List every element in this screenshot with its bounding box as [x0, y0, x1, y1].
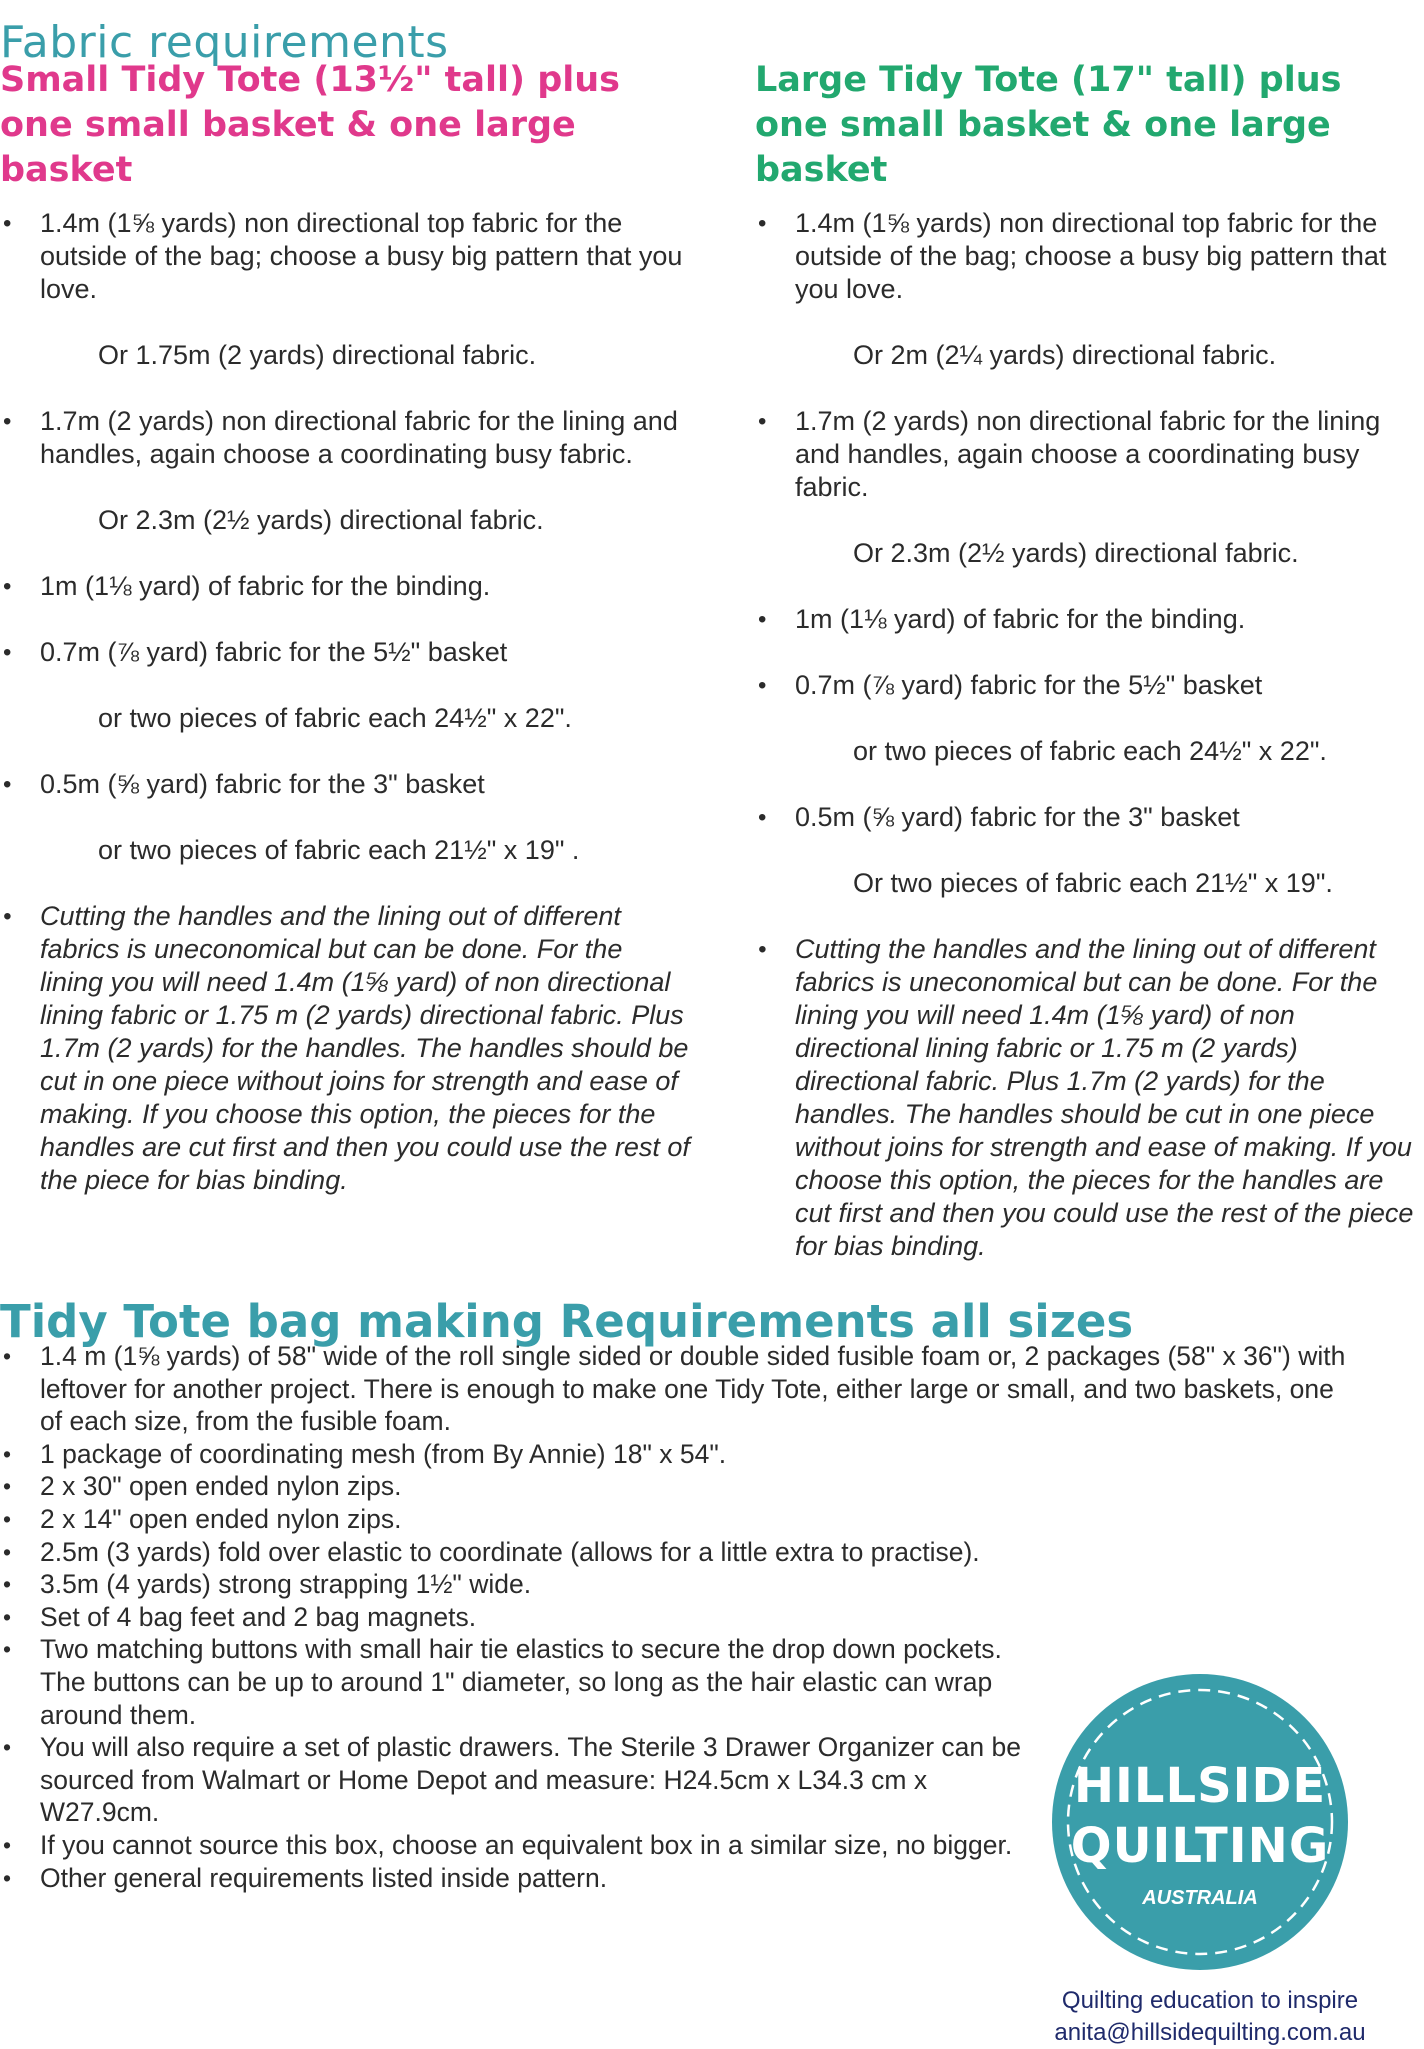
- list-item: • 1.7m (2 yards) non directional fabric for the lining and handles, again choose a coordinating busy fabric.: [755, 405, 1424, 504]
- list-item: • 0.5m (⅝ yard) fabric for the 3" basket: [0, 768, 690, 801]
- list-item: Or 1.75m (2 yards) directional fabric.: [98, 340, 537, 370]
- list-item: • 1m (1⅛ yard) of fabric for the binding.: [0, 570, 690, 603]
- logo-line-3: AUSTRALIA: [1142, 1887, 1258, 1909]
- list-item: • 1m (1⅛ yard) of fabric for the binding.: [755, 603, 1424, 636]
- hillside-quilting-logo: [1050, 1672, 1350, 1972]
- list-item: • Set of 4 bag feet and 2 bag magnets.: [0, 1601, 1360, 1634]
- list-item: Or two pieces of fabric each 21½" x 19".: [853, 868, 1333, 898]
- page-heading: Fabric requirements: [0, 17, 449, 69]
- list-item: • Two matching buttons with small hair tie elastics to secure the drop down pockets. The buttons can be up to around 1" diameter, so long as the hair elastic can wrap around them.: [0, 1633, 1040, 1731]
- small-tote-column: [0, 58, 690, 1197]
- small-tote-list: [0, 207, 690, 1197]
- footer: [1000, 1985, 1420, 2049]
- list-item: • 1.4 m (1⅝ yards) of 58" wide of the roll single sided or double sided fusible foam or, 2 packages (58" x 36") with leftover for another project. There is enough to make one Tidy Tote, either large or small, and two baskets, one of each size, from the fusible foam.: [0, 1340, 1360, 1438]
- list-item: or two pieces of fabric each 24½" x 22".: [853, 736, 1327, 766]
- list-item: • Other general requirements listed inside pattern.: [0, 1862, 1360, 1895]
- list-item: • 0.7m (⅞ yard) fabric for the 5½" basket: [0, 636, 690, 669]
- logo-line-2: QUILTING: [1070, 1818, 1330, 1874]
- list-item: or two pieces of fabric each 21½" x 19" .: [98, 835, 580, 865]
- list-item: Or 2m (2¼ yards) directional fabric.: [853, 340, 1277, 370]
- large-tote-title: Large Tidy Tote (17" tall) plus one small basket & one large basket: [755, 60, 1342, 190]
- list-item: • 3.5m (4 yards) strong strapping 1½" wide.: [0, 1568, 1360, 1601]
- list-item: • 0.7m (⅞ yard) fabric for the 5½" basket: [755, 669, 1424, 702]
- list-item: Or 2.3m (2½ yards) directional fabric.: [853, 538, 1299, 568]
- general-requirements-heading: Tidy Tote bag making Requirements all sizes: [0, 1295, 1134, 1349]
- list-item: • 1 package of coordinating mesh (from By Annie) 18" x 54".: [0, 1438, 1360, 1471]
- large-tote-list: [755, 207, 1424, 1263]
- list-item: • 2 x 14" open ended nylon zips.: [0, 1503, 1360, 1536]
- logo-line-1: HILLSIDE: [1073, 1758, 1327, 1814]
- list-item: • If you cannot source this box, choose an equivalent box in a similar size, no bigger.: [0, 1829, 1040, 1862]
- list-item: • 1.7m (2 yards) non directional fabric for the lining and handles, again choose a coordinating busy fabric.: [0, 405, 690, 471]
- list-item: • 1.4m (1⅝ yards) non directional top fabric for the outside of the bag; choose a busy big pattern that you love.: [755, 207, 1424, 306]
- large-tote-column: [755, 58, 1424, 1263]
- list-item: • 0.5m (⅝ yard) fabric for the 3" basket: [755, 801, 1424, 834]
- list-item: • 1.4m (1⅝ yards) non directional top fabric for the outside of the bag; choose a busy big pattern that you love.: [0, 207, 690, 306]
- list-item: Or 2.3m (2½ yards) directional fabric.: [98, 505, 544, 535]
- footer-email[interactable]: anita@hillsidequilting.com.au: [1054, 2019, 1366, 2046]
- small-tote-title: Small Tidy Tote (13½" tall) plus one small basket & one large basket: [0, 60, 621, 190]
- list-item: • You will also require a set of plastic drawers. The Sterile 3 Drawer Organizer can be sourced from Walmart or Home Depot and measure: H24.5cm x L34.3 cm x W27.9cm.: [0, 1731, 1040, 1829]
- list-item: • 2 x 30" open ended nylon zips.: [0, 1470, 1360, 1503]
- list-item: or two pieces of fabric each 24½" x 22".: [98, 703, 572, 733]
- footer-tagline: Quilting education to inspire: [1061, 1987, 1359, 2014]
- list-item: • Cutting the handles and the lining out of different fabrics is uneconomical but can be done. For the lining you will need 1.4m (1⅝ yard) of non directional lining fabric or 1.75 m (2 yards) directional fabric. Plus 1.7m (2 yards) for the handles. The handles should be cut in one piece without joins for strength and ease of making. If you choose this option, the pieces for the handles are cut first and then you could use the rest of the piece for bias binding.: [0, 900, 690, 1197]
- list-item: • 2.5m (3 yards) fold over elastic to coordinate (allows for a little extra to practise).: [0, 1536, 1360, 1569]
- list-item: • Cutting the handles and the lining out of different fabrics is uneconomical but can be done. For the lining you will need 1.4m (1⅝ yard) of non directional lining fabric or 1.75 m (2 yards) directional fabric. Plus 1.7m (2 yards) for the handles. The handles should be cut in one piece without joins for strength and ease of making. If you choose this option, the pieces for the handles are cut first and then you could use the rest of the piece for bias binding.: [755, 933, 1424, 1263]
